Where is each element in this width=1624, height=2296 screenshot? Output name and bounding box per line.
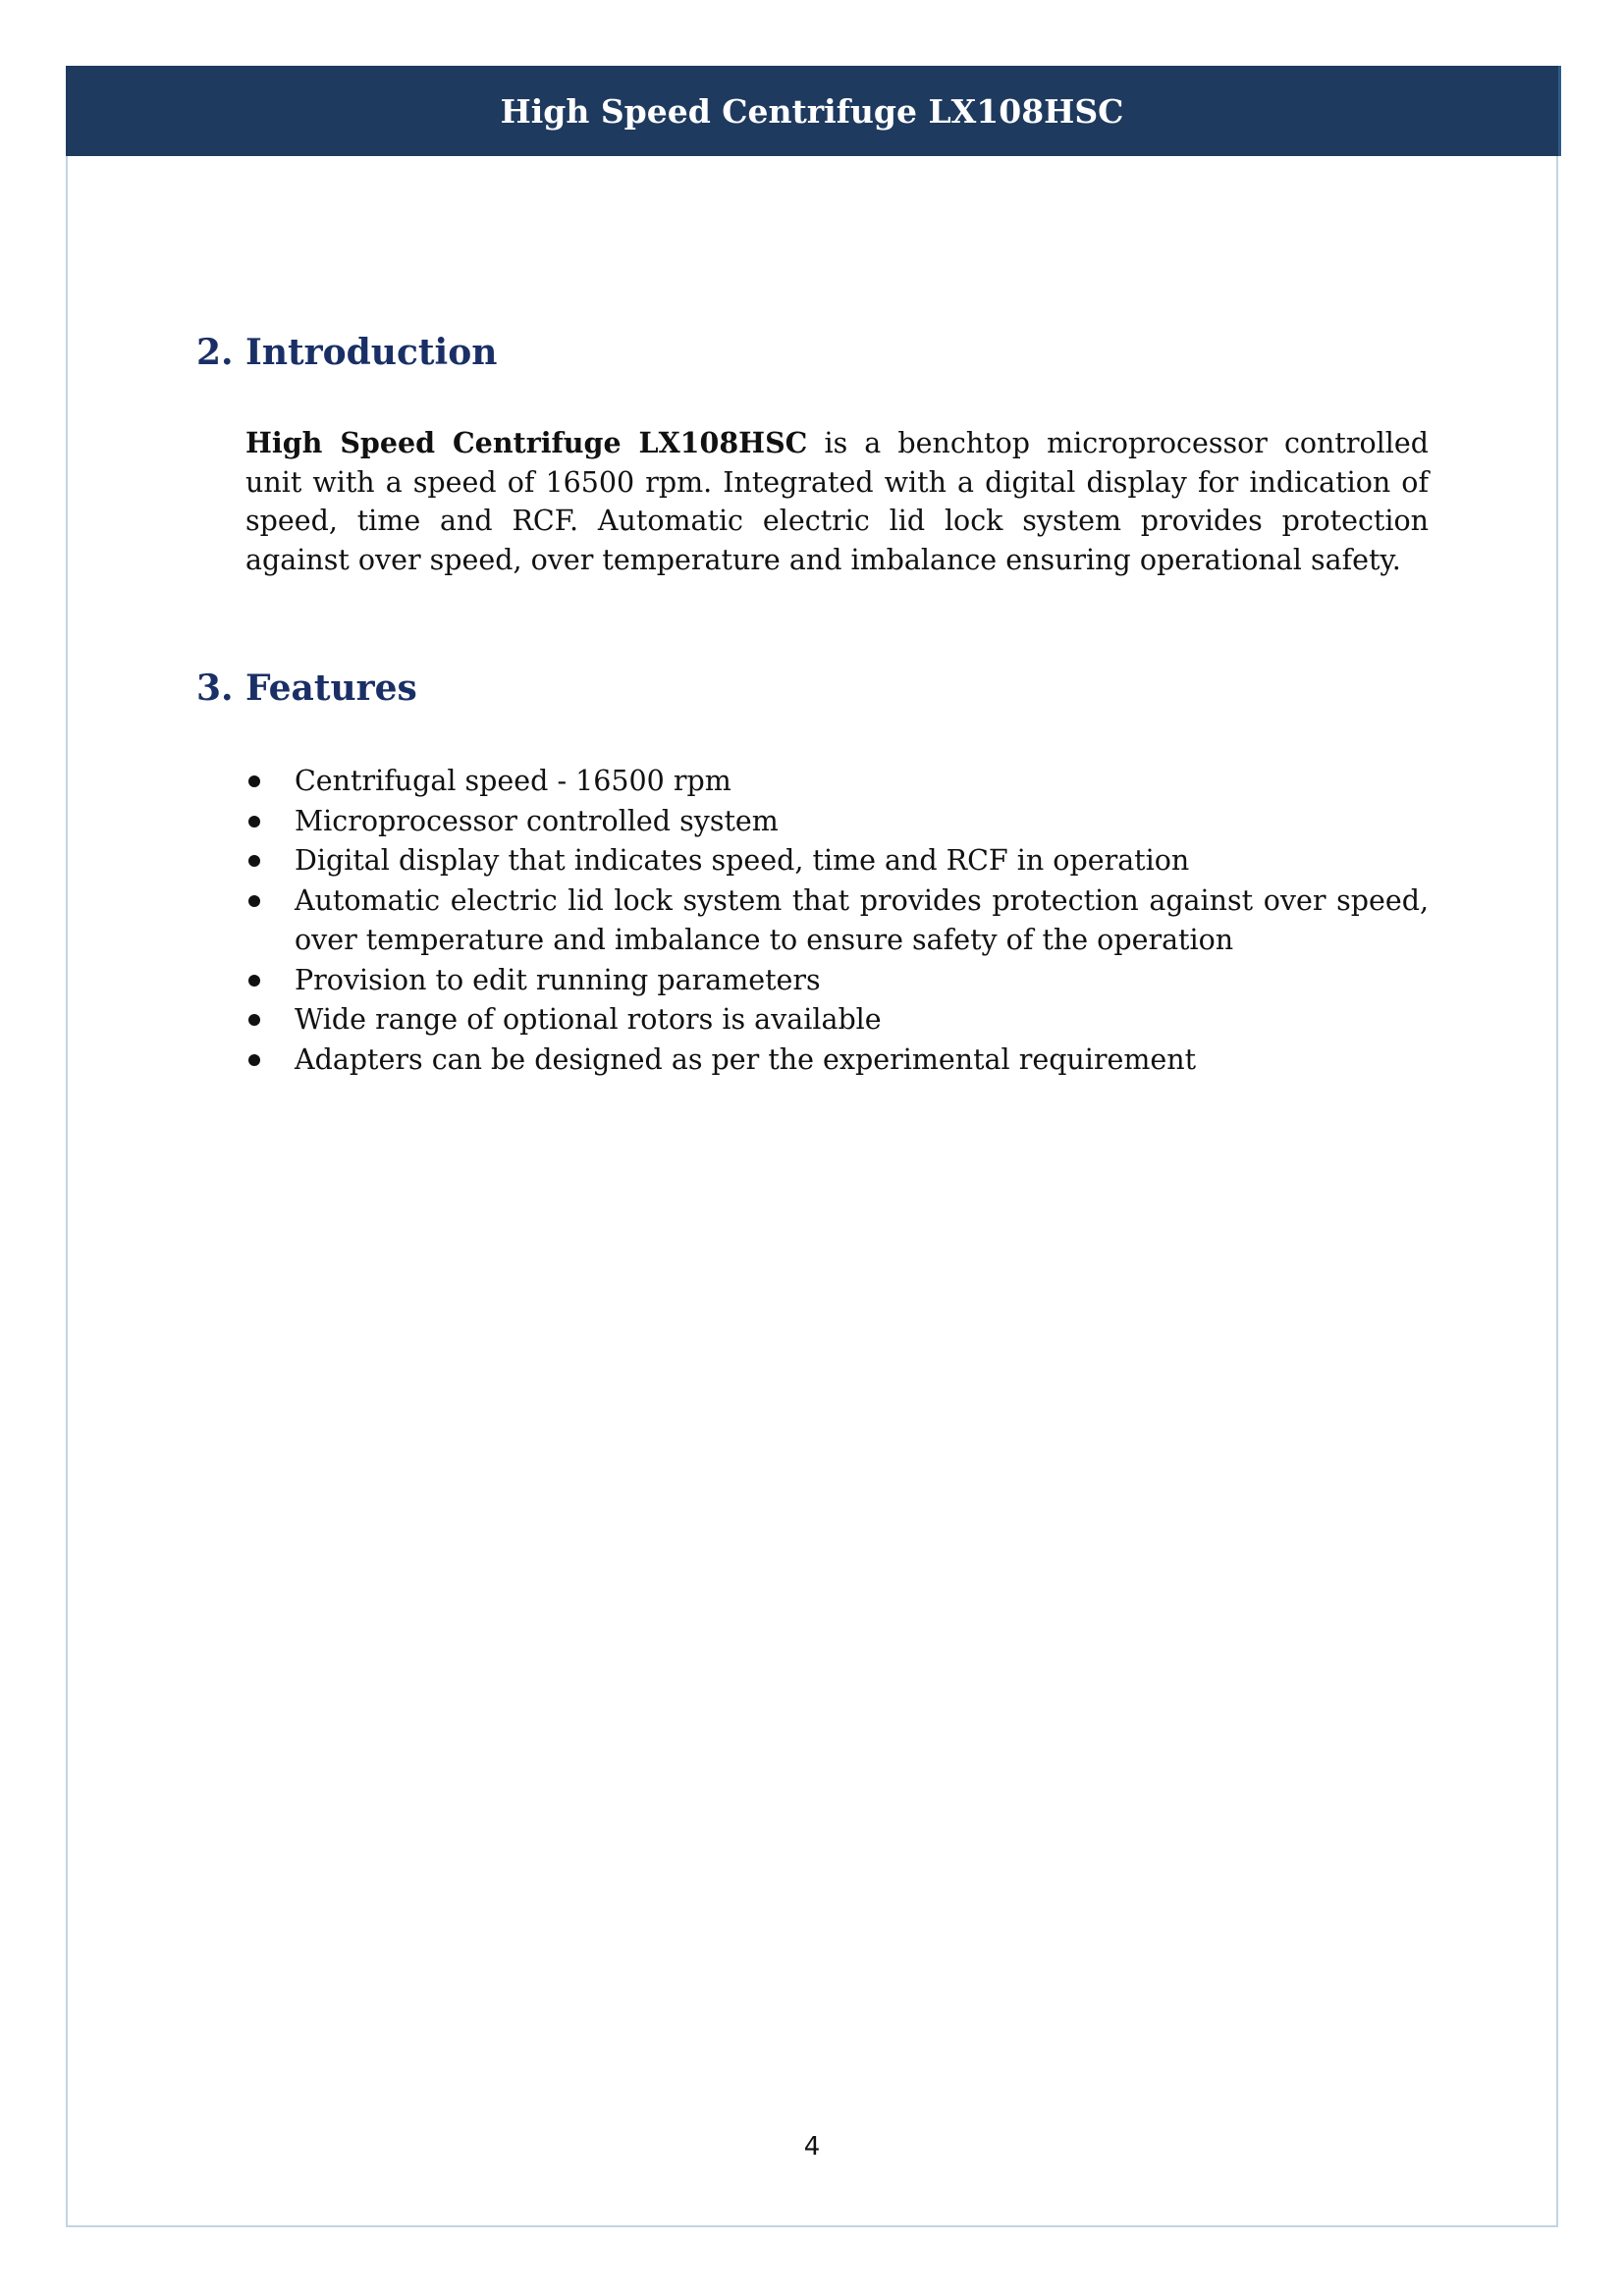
introduction-heading [196, 332, 497, 373]
feature-item [245, 841, 1429, 881]
introduction-number: 2. [196, 332, 234, 373]
feature-text: Adapters can be designed as per the experimental requirement [295, 1042, 1197, 1076]
bullet-icon [248, 775, 260, 787]
feature-item [245, 1041, 1429, 1081]
feature-item [245, 881, 1429, 961]
introduction-paragraph [245, 424, 1429, 579]
bullet-icon [248, 975, 260, 987]
header-title: High Speed Centrifuge LX108HSC [500, 91, 1124, 131]
page-number: 4 [803, 2132, 821, 2162]
feature-text: Microprocessor controlled system [295, 804, 779, 837]
feature-item [245, 1000, 1429, 1041]
product-name: High Speed Centrifuge LX108HSC [245, 426, 808, 459]
feature-text: Wide range of optional rotors is available [295, 1003, 882, 1036]
bullet-icon [248, 1054, 260, 1066]
features-title: Features [245, 667, 417, 709]
page-frame [66, 66, 1558, 2227]
bullet-icon [248, 895, 260, 907]
features-number: 3. [196, 667, 234, 709]
introduction-title: Introduction [245, 332, 498, 373]
feature-text: Automatic electric lid lock system that provides protection against over speed, over temperature and imbalance to ensure safety of the operation [295, 883, 1429, 956]
feature-item [245, 802, 1429, 842]
bullet-icon [248, 855, 260, 867]
feature-text: Centrifugal speed - 16500 rpm [295, 765, 731, 797]
feature-text: Provision to edit running parameters [295, 963, 821, 996]
feature-text: Digital display that indicates speed, time and RCF in operation [295, 844, 1190, 877]
bullet-icon [248, 1014, 260, 1026]
introduction-text: is a benchtop microprocessor controlled unit with a speed of 16500 rpm. Integrated with a digital display for indication of speed, time and RCF. Automatic electric lid lock system provides protection against over speed, over temperature and imbalance ensuring operational safety. [245, 427, 1429, 576]
feature-item [245, 762, 1429, 802]
features-list [245, 762, 1429, 1080]
features-heading [196, 667, 417, 709]
header-bar [66, 66, 1561, 156]
feature-item [245, 961, 1429, 1001]
bullet-icon [248, 816, 260, 828]
